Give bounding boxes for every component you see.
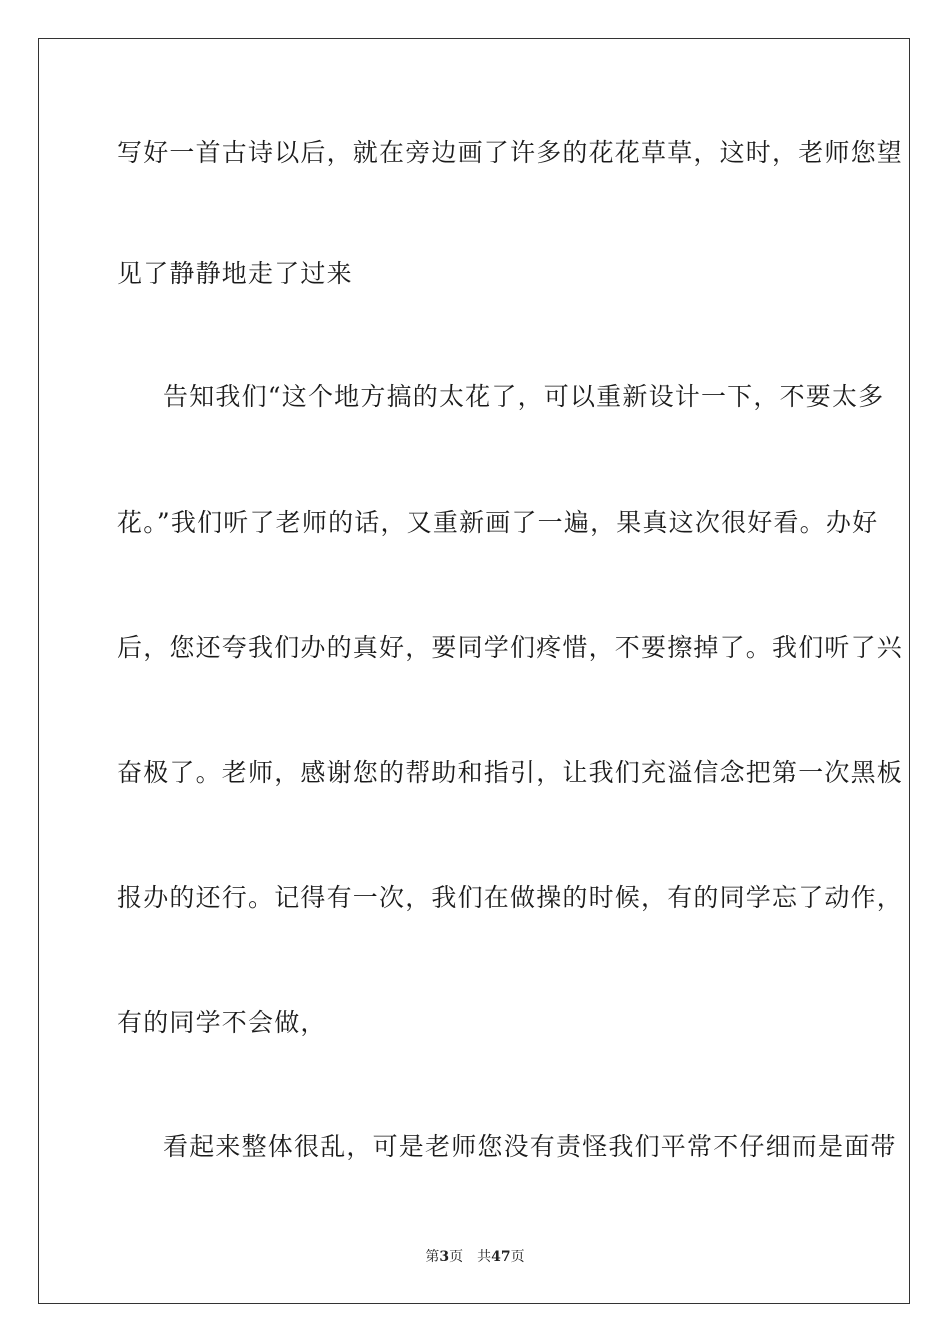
page-footer xyxy=(0,1248,950,1266)
text-line-4: 花。”我们听了老师的话，又重新画了一遍，果真这次很好看。办好 xyxy=(117,508,879,537)
page-border xyxy=(38,38,910,1304)
text-line-8: 有的同学不会做， xyxy=(117,1008,327,1037)
text-line-2: 见了静静地走了过来 xyxy=(117,259,353,288)
text-line-5: 后，您还夸我们办的真好，要同学们疼惜，不要擦掉了。我们听了兴 xyxy=(117,633,904,662)
text-line-3: 告知我们“这个地方搞的太花了，可以重新设计一下，不要太多 xyxy=(163,382,885,411)
page-prefix: 第 xyxy=(425,1249,440,1265)
page-number: 3 xyxy=(439,1249,450,1265)
total-prefix: 共 xyxy=(477,1249,492,1265)
text-line-7: 报办的还行。记得有一次，我们在做操的时候，有的同学忘了动作， xyxy=(117,883,904,912)
text-line-9: 看起来整体很乱，可是老师您没有责怪我们平常不仔细而是面带 xyxy=(163,1132,897,1161)
total-suffix: 页 xyxy=(510,1249,525,1265)
text-line-1: 写好一首古诗以后，就在旁边画了许多的花花草草，这时，老师您望 xyxy=(117,138,904,167)
text-line-6: 奋极了。老师，感谢您的帮助和指引，让我们充溢信念把第一次黑板 xyxy=(117,758,904,787)
page-suffix: 页 xyxy=(449,1249,464,1265)
total-pages: 47 xyxy=(491,1249,511,1265)
